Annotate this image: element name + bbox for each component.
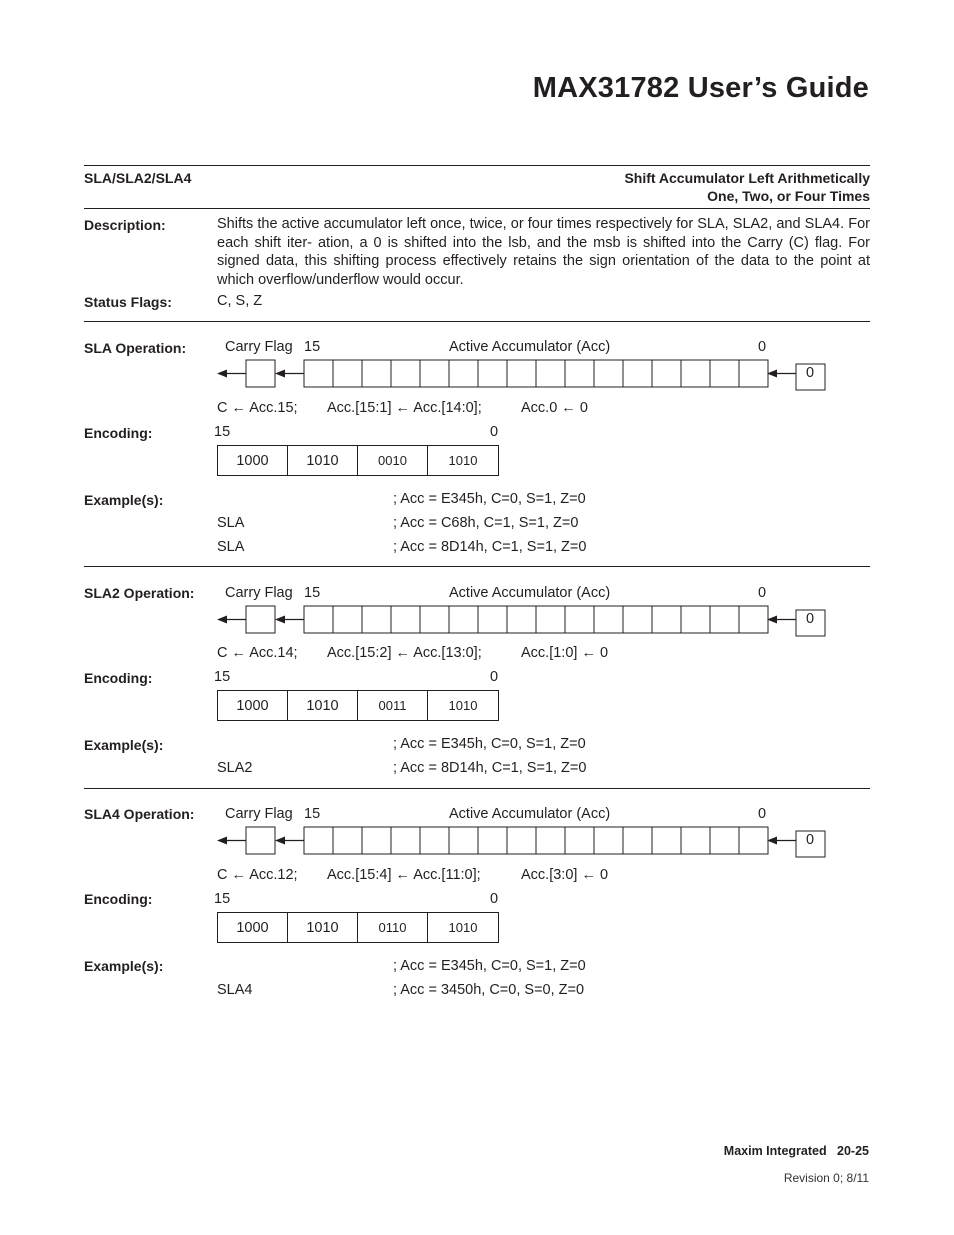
sla2-formula-carry: C ← Acc.14; [217,645,298,661]
accumulator-bit-cell [623,606,652,633]
accumulator-bit-cell [681,827,710,854]
accumulator-bit-cell [478,606,507,633]
accumulator-bit-cell [449,827,478,854]
section-rule-sla4 [84,788,870,789]
accumulator-bit-cell [739,606,768,633]
example-comment: ; Acc = E345h, C=0, S=1, Z=0 [393,958,586,974]
example-code: SLA2 [217,760,253,776]
example-code: SLA [217,515,245,531]
accumulator-bit-cell [449,606,478,633]
encoding-nibble: 1000 [218,691,288,720]
example-comment: ; Acc = C68h, C=1, S=1, Z=0 [393,515,579,531]
encoding-nibble: 1010 [288,913,358,942]
sla-examples-label: Example(s): [84,492,164,508]
accumulator-bit-cell [362,827,391,854]
sla2-formula-lsb: Acc.[1:0] ← 0 [521,645,609,661]
encoding-nibble: 0010 [358,446,428,475]
footer-revision: Revision 0; 8/11 [783,1171,869,1185]
encoding-table [217,912,499,943]
sla4-formula-carry: C ← Acc.12; [217,867,298,883]
example-comment: ; Acc = E345h, C=0, S=1, Z=0 [393,736,586,752]
accumulator-bit-cell [681,360,710,387]
accumulator-bit-cell [536,827,565,854]
shift-in-zero-label: 0 [806,611,815,627]
accumulator-bit-cell [304,360,333,387]
sla4-formula-shift: Acc.[15:4] ← Acc.[11:0]; [327,867,481,883]
sla-encoding-label: Encoding: [84,425,153,441]
accumulator-bit-cell [739,360,768,387]
accumulator-bit-cell [681,606,710,633]
description-label: Description: [84,217,166,233]
carry-flag-label: Carry Flag [225,806,293,822]
page-title: MAX31782 User’s Guide [532,72,869,104]
accumulator-label: Active Accumulator (Acc) [449,585,611,601]
example-code: SLA [217,539,245,555]
accumulator-bit-cell [710,360,739,387]
encoding-bit-15: 15 [214,669,231,685]
accumulator-bit-cell [536,360,565,387]
status-flags-label: Status Flags: [84,294,172,310]
description-rule [84,208,870,209]
example-code: SLA4 [217,982,253,998]
accumulator-bit-cell [304,606,333,633]
sla4-operation-label: SLA4 Operation: [84,806,195,822]
accumulator-bit-cell [565,827,594,854]
section-rule-sla [84,321,870,322]
encoding-nibble: 1000 [218,446,288,475]
encoding-table [217,445,499,476]
description-text: Shifts the active accumulator left once, twice, or four times respectively for SLA, SLA2, and SLA4. For each shift iter- ation, a 0 is shifted into the lsb, and the msb is shifted into the Carry (C) flag. For signed data, this shifting process effectively retains the sign orientation of the data to the point at which overflow/underflow would occur. [217,216,870,288]
accumulator-bit-cell [710,827,739,854]
accumulator-bit-cell [652,827,681,854]
msb-to-carry-arrow-head [275,616,285,624]
instruction-mnemonic: SLA/SLA2/SLA4 [84,170,192,186]
accumulator-bit-cell [391,360,420,387]
msb-to-carry-arrow-head [275,370,285,378]
encoding-nibble: 1010 [288,446,358,475]
sla4-shift-diagram [217,806,827,856]
accumulator-bit-cell [478,360,507,387]
status-flags-value: C, S, Z [217,293,263,309]
sla2-formula-shift: Acc.[15:2] ← Acc.[13:0]; [327,645,482,661]
carry-flag-label: Carry Flag [225,339,293,355]
encoding-bit-0: 0 [490,669,499,685]
encoding-nibble: 1010 [448,920,478,935]
encoding-nibble: 1010 [448,453,478,468]
accumulator-bit-cell [478,827,507,854]
accumulator-label: Active Accumulator (Acc) [449,806,611,822]
encoding-nibble: 1010 [448,698,478,713]
accumulator-bit-cell [420,606,449,633]
register-diagram [217,603,827,633]
encoding-nibble: 0110 [358,913,428,942]
sla2-encoding-label: Encoding: [84,670,153,686]
msb-to-carry-arrow-head [275,837,285,845]
sla4-formula-lsb: Acc.[3:0] ← 0 [521,867,609,883]
register-diagram [217,824,827,854]
encoding-table [217,690,499,721]
accumulator-bit-cell [652,606,681,633]
msb-bit-label: 15 [304,806,321,822]
sla-shift-diagram [217,339,827,389]
example-comment: ; Acc = 8D14h, C=1, S=1, Z=0 [393,760,587,776]
accumulator-bit-cell [623,827,652,854]
accumulator-bit-cell [507,827,536,854]
encoding-bit-0: 0 [490,424,499,440]
sla2-operation-label: SLA2 Operation: [84,585,195,601]
sla4-examples-label: Example(s): [84,958,164,974]
accumulator-bit-cell [623,360,652,387]
accumulator-bit-cell [594,606,623,633]
shift-in-zero-label: 0 [806,365,815,381]
shift-in-zero-label: 0 [806,832,815,848]
accumulator-bit-cell [333,827,362,854]
sla4-encoding-label: Encoding: [84,891,153,907]
example-comment: ; Acc = 8D14h, C=1, S=1, Z=0 [393,539,587,555]
header-rule [84,165,870,166]
msb-bit-label: 15 [304,339,321,355]
carry-out-arrow-head [217,837,227,845]
encoding-nibble: 1010 [288,691,358,720]
example-comment: ; Acc = E345h, C=0, S=1, Z=0 [393,491,586,507]
instruction-heading-line2: One, Two, or Four Times [707,188,870,204]
carry-out-arrow-head [217,370,227,378]
accumulator-bit-cell [362,360,391,387]
accumulator-bit-cell [594,360,623,387]
sla-formula-shift: Acc.[15:1] ← Acc.[14:0]; [327,400,482,416]
section-rule-sla2 [84,566,870,567]
encoding-nibble: 0011 [358,691,428,720]
msb-bit-label: 15 [304,585,321,601]
encoding-bit-15: 15 [214,424,231,440]
accumulator-label: Active Accumulator (Acc) [449,339,611,355]
accumulator-bit-cell [565,360,594,387]
register-diagram [217,357,827,387]
sla-operation-label: SLA Operation: [84,340,187,356]
accumulator-bit-cell [420,827,449,854]
accumulator-bit-cell [536,606,565,633]
lsb-bit-label: 0 [758,585,767,601]
accumulator-bit-cell [333,606,362,633]
accumulator-bit-cell [652,360,681,387]
accumulator-bit-cell [710,606,739,633]
accumulator-bit-cell [391,827,420,854]
encoding-nibble: 1000 [218,913,288,942]
carry-flag-box [246,606,275,633]
footer-company-page: Maxim Integrated 20-25 [723,1144,869,1158]
accumulator-bit-cell [507,606,536,633]
carry-flag-label: Carry Flag [225,585,293,601]
accumulator-bit-cell [594,827,623,854]
example-comment: ; Acc = 3450h, C=0, S=0, Z=0 [393,982,585,998]
accumulator-bit-cell [391,606,420,633]
lsb-bit-label: 0 [758,339,767,355]
carry-out-arrow-head [217,616,227,624]
sla-formula-lsb: Acc.0 ← 0 [521,400,588,416]
encoding-bit-0: 0 [490,891,499,907]
sla2-examples-label: Example(s): [84,737,164,753]
carry-flag-box [246,827,275,854]
accumulator-bit-cell [507,360,536,387]
accumulator-bit-cell [739,827,768,854]
accumulator-bit-cell [333,360,362,387]
accumulator-bit-cell [362,606,391,633]
carry-flag-box [246,360,275,387]
sla-formula-carry: C ← Acc.15; [217,400,298,416]
instruction-heading-line1: Shift Accumulator Left Arithmetically [624,170,870,186]
accumulator-bit-cell [304,827,333,854]
lsb-bit-label: 0 [758,806,767,822]
accumulator-bit-cell [449,360,478,387]
accumulator-bit-cell [420,360,449,387]
encoding-bit-15: 15 [214,891,231,907]
accumulator-bit-cell [565,606,594,633]
sla2-shift-diagram [217,585,827,635]
